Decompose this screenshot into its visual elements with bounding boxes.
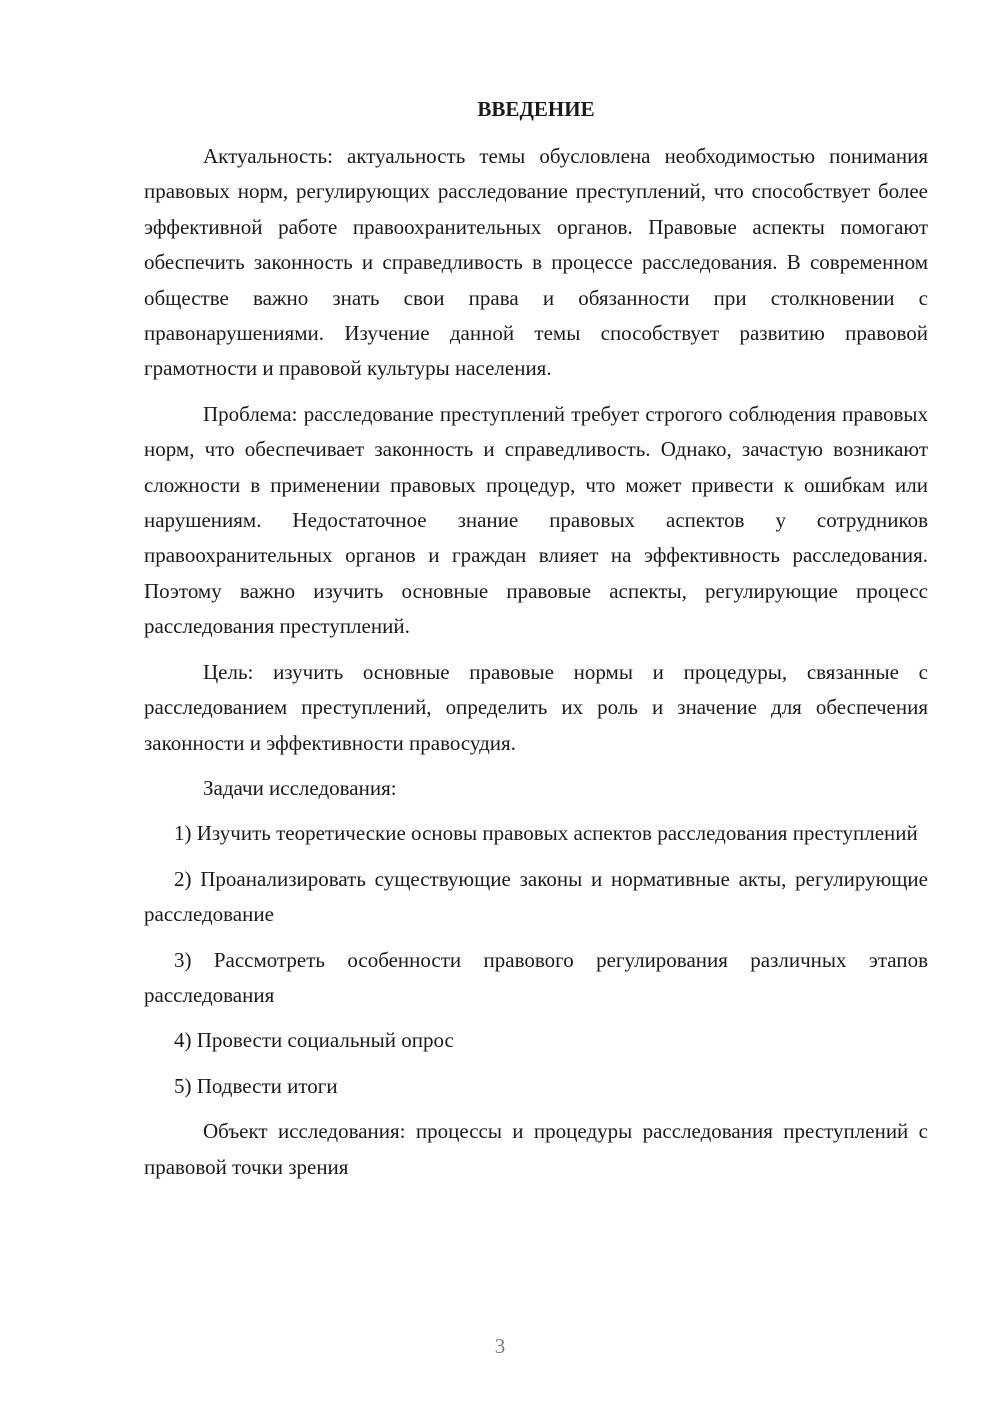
list-item: 5) Подвести итоги: [174, 1073, 338, 1098]
tasks-list: [144, 816, 928, 1104]
paragraph-problem: Проблема: расследование преступлений требует строгого соблюдения правовых норм, что обеспечивает законность и справедливость. Однако, зачастую возникают сложности в применении правовых процедур, что может привести к ошибкам или нарушениям. Недостаточное знание правовых аспектов у сотрудников правоохранительных органов и граждан влияет на эффективность расследования. Поэтому важно изучить основные правовые аспекты, регулирующие процесс расследования преступлений.: [144, 401, 928, 639]
page-number: 3: [494, 1334, 506, 1358]
tasks-heading: Задачи исследования:: [203, 775, 397, 800]
list-item: 3) Рассмотреть особенности правового регулирования различных этапов расследования: [144, 947, 928, 1007]
paragraph-object: Объект исследования: процессы и процедуры расследования преступлений с правовой точки зрения: [144, 1119, 928, 1179]
page-title: ВВЕДЕНИЕ: [477, 97, 595, 121]
list-item: 2) Проанализировать существующие законы и нормативные акты, регулирующие расследование: [144, 866, 928, 927]
paragraph-relevance: Актуальность: актуальность темы обусловлена необходимостью понимания правовых норм, регулирующих расследование преступлений, что способствует более эффективной работе правоохранительных органов. Правовые аспекты помогают обеспечить законность и справедливость в процессе расследования. В современном обществе важно знать свои права и обязанности при столкновении с правонарушениями. Изучение данной темы способствует развитию правовой грамотности и правовой культуры населения.: [144, 144, 928, 381]
paragraph-goal: Цель: изучить основные правовые нормы и процедуры, связанные с расследованием преступлений, определить их роль и значение для обеспечения законности и эффективности правосудия.: [144, 659, 928, 755]
list-item: 4) Провести социальный опрос: [174, 1028, 454, 1053]
document-page: [144, 92, 928, 1185]
list-item: 1) Изучить теоретические основы правовых аспектов расследования преступлений: [174, 821, 918, 846]
